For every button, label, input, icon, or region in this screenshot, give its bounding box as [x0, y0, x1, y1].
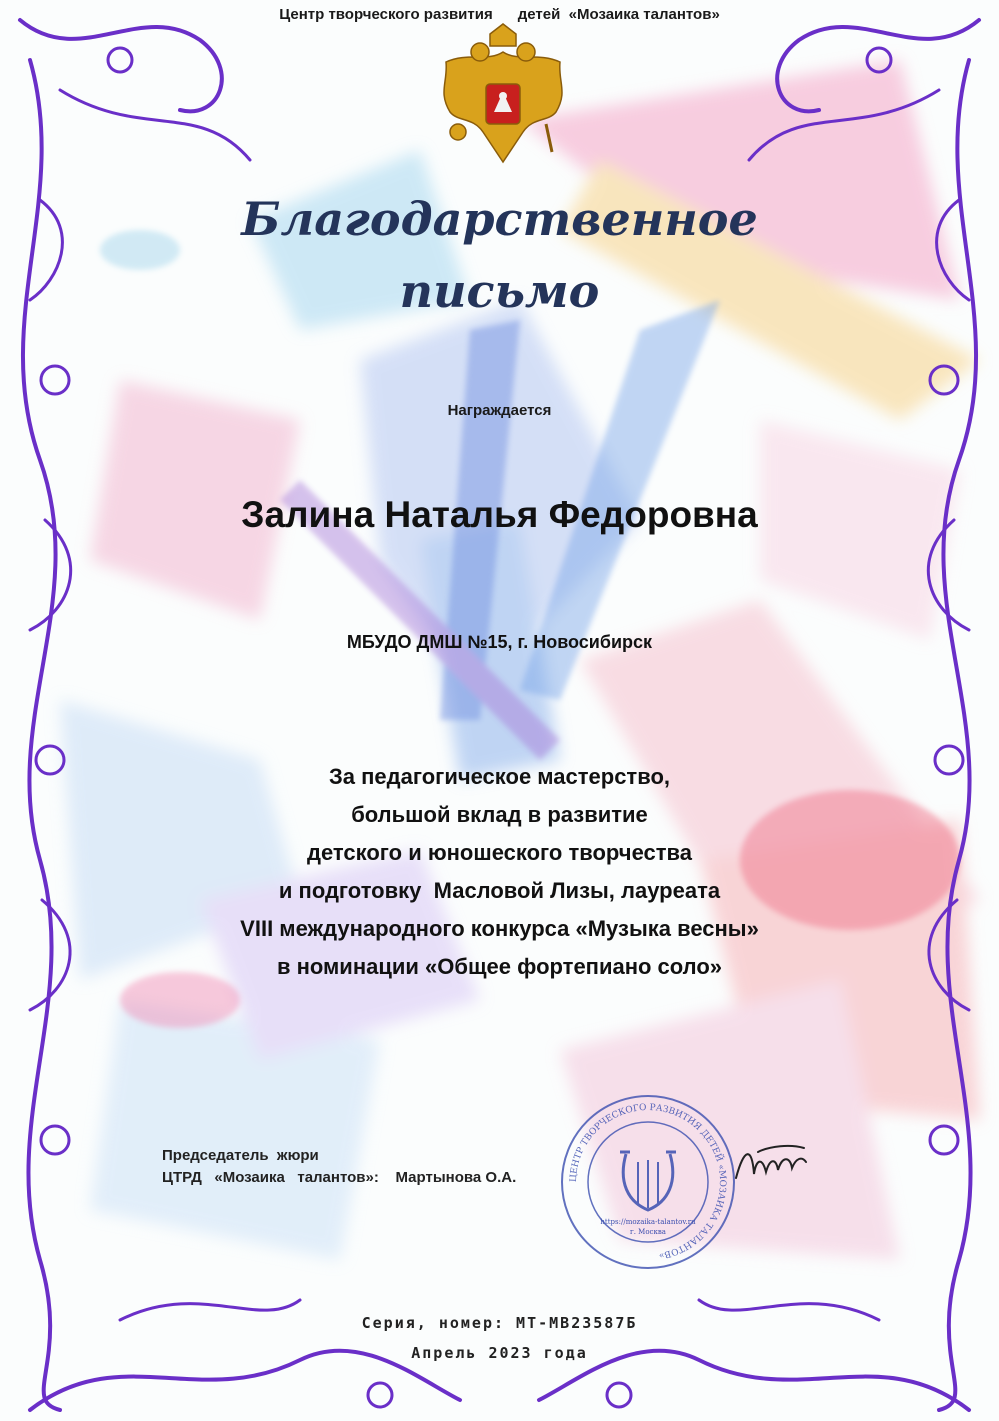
award-reason — [0, 758, 999, 986]
reason-line: VIII международного конкурса «Музыка весны» — [240, 916, 759, 941]
reason-line: в номинации «Общее фортепиано соло» — [276, 954, 723, 979]
institution: МБУДО ДМШ №15, г. Новосибирск — [346, 632, 653, 652]
organization-seal-icon — [558, 1092, 738, 1272]
seal-city: г. Москва — [630, 1228, 666, 1236]
reason-line: За педагогическое мастерство, — [328, 764, 670, 789]
reason-line: детского и юношеского творчества — [307, 840, 692, 865]
award-label: Награждается — [447, 402, 552, 419]
signature-block — [162, 1145, 516, 1189]
seal-url: https://mozaika-talantov.ru — [600, 1218, 696, 1226]
recipient-name: Залина Наталья Федоровна — [241, 494, 758, 535]
organization-name-part2: детей «Мозаика талантов» — [517, 6, 720, 23]
organization-name-part1: Центр творческого развития — [279, 6, 493, 23]
seal-ring-text: ЦЕНТР ТВОРЧЕСКОГО РАЗВИТИЯ ДЕТЕЙ «МОЗАИКА ТАЛАНТОВ» — [568, 1102, 728, 1261]
handwritten-signature — [730, 1138, 810, 1188]
reason-line: и подготовку Масловой Лизы, лауреата — [278, 878, 721, 903]
document-title-line1: Благодарственное — [241, 192, 758, 246]
lyre-icon — [620, 1152, 676, 1210]
jury-chair-title: Председатель жюри — [162, 1147, 319, 1164]
serial-number: Серия, номер: МТ-МВ23587Б — [361, 1314, 638, 1332]
issue-date: Апрель 2023 года — [411, 1344, 588, 1362]
jury-chair-name: ЦТРД «Мозаика талантов»: Мартынова О.А. — [162, 1169, 517, 1186]
document-title-line2: письмо — [399, 264, 600, 318]
reason-line: большой вклад в развитие — [351, 802, 648, 827]
coat-of-arms-icon — [428, 22, 578, 172]
organization-header — [0, 6, 999, 23]
